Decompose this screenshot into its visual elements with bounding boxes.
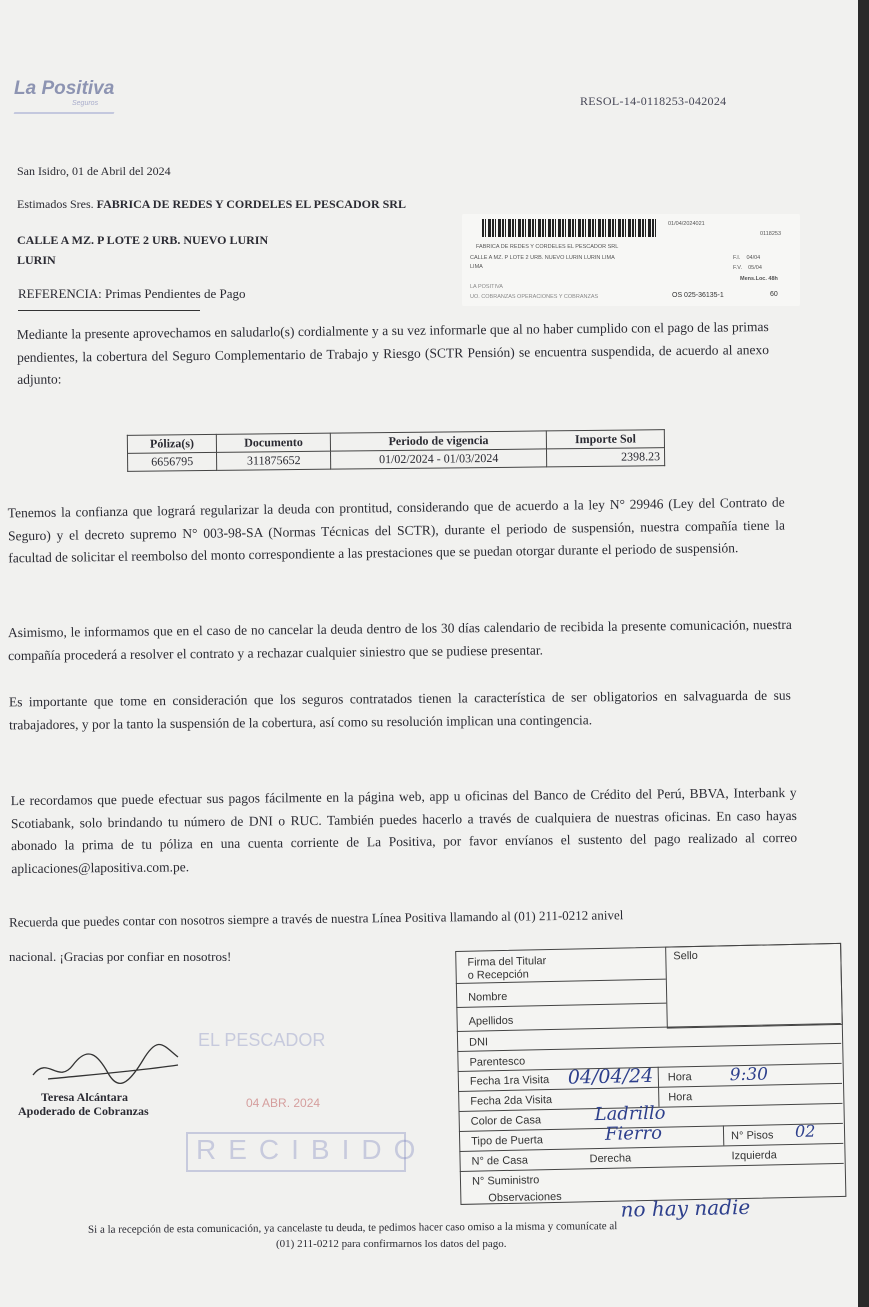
label-sender: LA POSITIVA (470, 284, 503, 290)
paragraph-3: Asimismo, le informamos que en el caso de no cancelar la deuda dentro de los 30 días calendario de recibida la presente comunicación, nuestra compañía procederá a resolver el contrato y a rechazar cualquier siniestro que se pudiese presentar. (7, 616, 792, 663)
footer-line-2: (01) 211-0212 para confirmarnos los datos del pago. (276, 1238, 507, 1250)
label-parentesco: Parentesco (469, 1055, 526, 1069)
received-stamp (186, 1024, 428, 1174)
handwritten-observaciones: no hay nadie (620, 1194, 751, 1222)
label-color: Color de Casa (470, 1114, 542, 1128)
handwritten-color: Ladrillo (594, 1102, 666, 1126)
label-os-number: OS 025-36135-1 (672, 292, 724, 299)
paragraph-6-line-1: Recuerda que puedes contar con nosotros siempre a través de nuestra Línea Positiva llamando al (01) 211-0212 anivel (8, 907, 624, 930)
handwritten-tipo: Fierro (604, 1122, 663, 1145)
stamp-received: RECIBIDO (186, 1132, 406, 1172)
handwritten-fecha: 04/04/24 (567, 1064, 654, 1089)
header-poliza: Póliza(s) (127, 434, 216, 453)
barcode (482, 219, 658, 237)
paragraph-2: Tenemos la confianza que logrará regularizar la deuda con prontitud, considerando que de acuerdo a la ley N° 29946 (Ley del Contrato de Seguro) y el decreto supremo N° 003-98-SA (Normas Técnicas del SCTR), durante el periodo de suspensión, nuestra compañía tiene la facultad de solicitar el reembolso del monto correspondiente a las prestaciones que se puedan otorgar durante el periodo de suspensión. (7, 494, 786, 566)
label-fecha-2: Fecha 2da Visita (470, 1094, 553, 1108)
cell-periodo: 01/02/2024 - 01/03/2024 (331, 449, 547, 469)
paragraph-1: Mediante la presente aprovechamos en saludarlo(s) cordialmente y a su vez informarle que al no haber cumplido con el pago de las primas pendientes, la cobertura del Seguro Complementario de Trabajo y Riesgo (SCTR Pensión) se encuentra suspendida, de acuerdo al anexo adjunto: (16, 319, 770, 387)
label-fv: F.V. 05/04 (733, 265, 762, 271)
handwritten-pisos: 02 (794, 1121, 816, 1141)
label-note: Mens.Loc. 48h (740, 276, 778, 282)
label-numero-casa: N° de Casa (471, 1154, 529, 1168)
label-pisos: N° Pisos (730, 1129, 774, 1143)
paragraph-6-line-2: nacional. ¡Gracias por confiar en nosotros! (9, 949, 232, 964)
label-code: 0118253 (760, 231, 782, 237)
company-logo: La Positiva (14, 78, 115, 99)
label-apellidos: Apellidos (468, 1014, 514, 1028)
label-fi: F.I. 04/04 (733, 255, 761, 261)
handwritten-hora: 9:30 (729, 1064, 769, 1086)
label-hora-2: Hora (668, 1091, 693, 1104)
signatory-name: Teresa Alcántara (41, 1090, 128, 1104)
addressee-company: FABRICA DE REDES Y CORDELES EL PESCADOR SRL (96, 197, 406, 211)
label-firma: Firma del Titular (467, 955, 547, 969)
label-hora-1: Hora (667, 1071, 692, 1084)
receipt-form (455, 934, 858, 1242)
paragraph-5: Le recordamos que puede efectuar sus pagos fácilmente en la página web, app u oficinas del Banco de Crédito del Perú, BBVA, Interbank y Scotiabank, solo brindando tu número de DNI o RUC. También puedes hacerlo a través de cualquiera de nuestras oficinas. En caso hayas abonado la prima de tu póliza en una cuenta corriente de La Positiva, por favor envíanos el sustento del pago realizado al correo aplicaciones@lapositiva.com.pe. (10, 784, 798, 876)
label-izquierda: Izquierda (731, 1149, 777, 1163)
addressee-line (17, 197, 406, 212)
header-importe: Importe Sol (546, 430, 664, 449)
logo-swoosh (14, 112, 115, 114)
label-os-count: 60 (770, 291, 778, 298)
label-dni: DNI (468, 1036, 489, 1049)
footer-line-1: Si a la recepción de esta comunicación, ya cancelaste tu deuda, te pedimos hacer caso omiso a la misma y comunícate al (87, 1220, 618, 1236)
label-suministro: N° Suministro (471, 1174, 540, 1188)
address-line-2: LURIN (17, 253, 56, 267)
reference-underline (18, 310, 200, 311)
signature-scribble (28, 1035, 188, 1090)
signatory-title: Apoderado de Cobranzas (18, 1104, 149, 1118)
cell-documento: 311875652 (217, 451, 331, 470)
label-derecha: Derecha (589, 1152, 632, 1166)
cell-poliza: 6656795 (128, 452, 217, 471)
header-documento: Documento (217, 433, 331, 452)
cell-importe: 2398.23 (547, 448, 665, 467)
label-recepcion: o Recepción (467, 968, 529, 982)
label-nombre: Nombre (468, 990, 508, 1004)
label-department: UO. COBRANZAS OPERACIONES Y COBRANZAS (470, 294, 599, 300)
label-fecha-1: Fecha 1ra Visita (469, 1074, 550, 1088)
logo-subtitle: Seguros (72, 100, 99, 107)
label-observaciones: Observaciones (488, 1190, 562, 1205)
label-doc-number: 01/04/2024021 (668, 221, 705, 227)
stamp-date: 04 ABR. 2024 (246, 1096, 321, 1110)
label-sello: Sello (673, 949, 698, 963)
label-name: FABRICA DE REDES Y CORDELES EL PESCADOR SRL (476, 244, 619, 250)
greeting-prefix: Estimados Sres. (17, 197, 94, 211)
label-tipo-puerta: Tipo de Puerta (471, 1134, 544, 1148)
resolution-number: RESOL-14-0118253-042024 (580, 94, 727, 108)
policy-table (127, 429, 665, 472)
stamp-top-text: EL PESCADOR (198, 1030, 326, 1050)
place-date: San Isidro, 01 de Abril del 2024 (17, 164, 171, 178)
header-periodo: Periodo de vigencia (330, 431, 546, 451)
label-address: CALLE A MZ. P LOTE 2 URB. NUEVO LURIN LURIN LIMA (470, 255, 615, 261)
reference: REFERENCIA: Primas Pendientes de Pago (18, 286, 246, 301)
label-city: LIMA (470, 264, 483, 270)
paragraph-4: Es importante que tome en consideración que los seguros contratados tienen la característica de ser obligatorios en salvaguarda de sus trabajadores, y por la tanto la suspensión de la cobertura, así como su resolución implican una contingencia. (8, 687, 791, 732)
address-line-1: CALLE A MZ. P LOTE 2 URB. NUEVO LURIN (17, 233, 269, 247)
